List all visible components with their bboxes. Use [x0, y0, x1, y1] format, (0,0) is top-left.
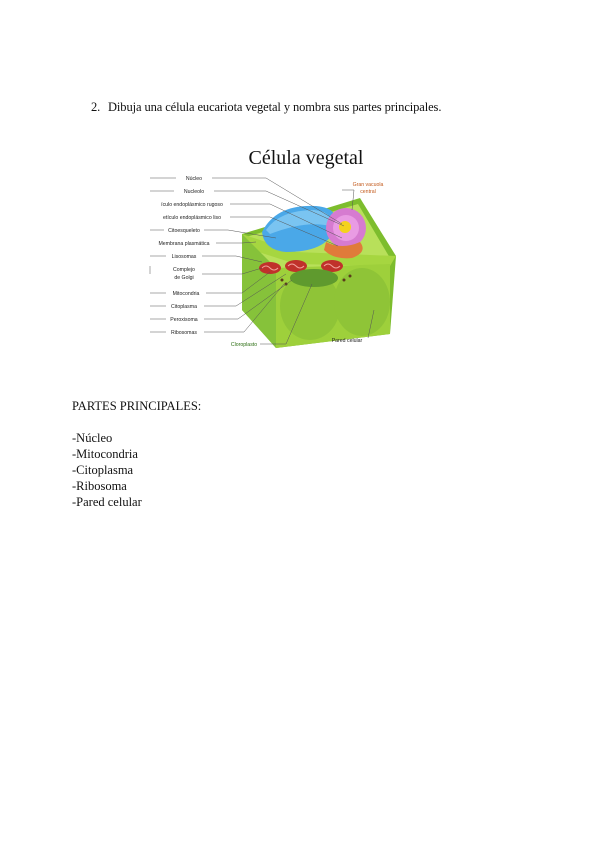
- label-membrana: Membrana plasmática: [158, 241, 210, 247]
- chloroplast: [290, 269, 338, 287]
- label-gran-vacuola: Gran vacuola: [352, 182, 384, 188]
- label-citoesqueleto: Citoesqueleto: [168, 228, 200, 234]
- label-ser: etículo endoplásmico liso: [163, 215, 221, 221]
- parts-list-item: -Mitocondria: [72, 447, 138, 461]
- cell-illustration: [242, 198, 396, 348]
- figure-title: Célula vegetal: [248, 147, 364, 169]
- ribosome-dot: [349, 275, 352, 278]
- ribosome-dot: [281, 279, 284, 282]
- label-lisosomas: Lisosomas: [171, 254, 197, 260]
- plant-cell-diagram: [146, 134, 420, 356]
- parts-list-item: -Núcleo: [72, 431, 113, 445]
- label-mitocondria: Mitocondria: [172, 291, 200, 297]
- label-nucleo: Núcleo: [185, 176, 203, 182]
- label-rer: ículo endoplásmico rugoso: [161, 202, 223, 208]
- ribosome-dot: [343, 279, 346, 282]
- label-peroxisoma: Peroxisoma: [170, 317, 198, 323]
- parts-list-item: -Ribosoma: [72, 479, 127, 493]
- label-nucleolo: Nucleolo: [183, 189, 205, 195]
- question-text: Dibuja una célula eucariota vegetal y nombra sus partes principales.: [108, 100, 442, 114]
- label-pared-celular: Pared celular: [331, 338, 363, 344]
- nucleolus: [339, 221, 351, 233]
- label-citoplasma: Citoplasma: [171, 304, 197, 310]
- label-cloroplasto: Cloroplasto: [230, 342, 258, 348]
- parts-list: [72, 430, 142, 510]
- label-complejo: Complejo: [173, 267, 195, 273]
- plant-cell-figure: [146, 134, 420, 356]
- question: [91, 100, 441, 115]
- parts-heading: PARTES PRINCIPALES:: [72, 399, 202, 413]
- label-ribosomas: Ribosomas: [171, 330, 197, 336]
- question-number: 2.: [91, 100, 101, 114]
- parts-list-item: -Pared celular: [72, 495, 142, 509]
- label-central: central: [360, 189, 376, 195]
- label-de-golgi: de Golgi: [174, 275, 194, 281]
- front-lobe-right: [334, 268, 390, 336]
- parts-list-item: -Citoplasma: [72, 463, 134, 477]
